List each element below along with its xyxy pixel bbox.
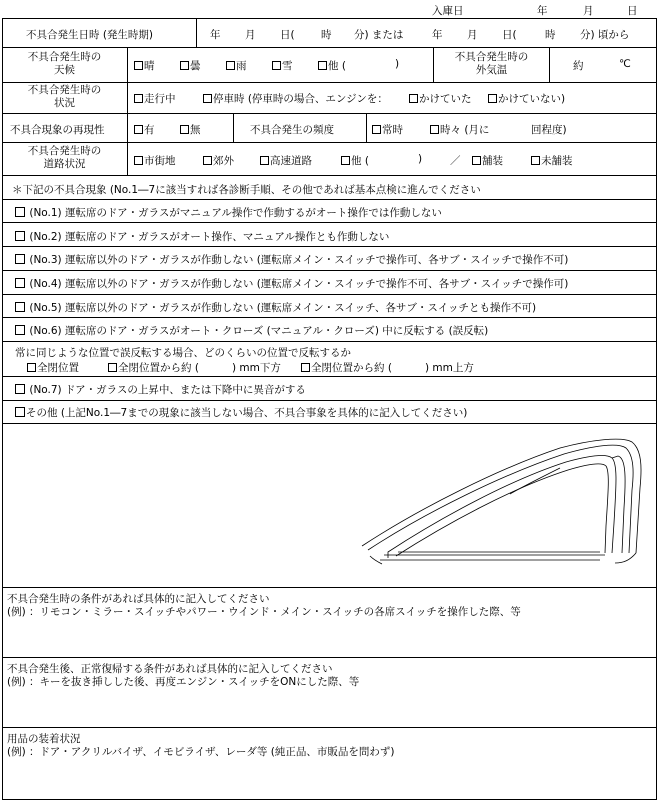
reproduce-label: 不具合現象の再現性 — [10, 124, 105, 136]
note-condition-field[interactable] — [3, 618, 656, 656]
reproduce-yes[interactable]: 有 — [134, 122, 155, 137]
reverse-below[interactable]: 全閉位置から約 ( — [108, 360, 199, 375]
road-urban[interactable]: 市街地 — [134, 153, 176, 168]
received-month-label: 月 — [583, 5, 594, 17]
occ-month: 月 — [245, 29, 256, 41]
road-highway[interactable]: 高速道路 — [260, 153, 312, 168]
road-slash: ／ — [450, 155, 461, 167]
occ-day2: 日( — [502, 29, 517, 41]
symptom-no6[interactable]: (No.6) 運転席のドア・ガラスがオート・クローズ (マニュアル・クローズ) 中に反転する (誤反転) — [15, 323, 488, 338]
engine-on[interactable]: かけていた — [409, 91, 472, 106]
reverse-above-unit: ) mm上方 — [425, 362, 474, 374]
weather-rain[interactable]: 雨 — [226, 58, 247, 73]
situation-running[interactable]: 走行中 — [134, 91, 176, 106]
occ-hour2: 時 — [545, 29, 556, 41]
symptom-no4[interactable]: (No.4) 運転席以外のドア・ガラスが作動しない (運転席メイン・スイッチで操作不可、各サブ・スイッチで操作可) — [15, 276, 568, 291]
temp-unit: ℃ — [619, 58, 631, 70]
symptom-no1[interactable]: (No.1) 運転席のドア・ガラスがマニュアル操作で作動するがオート操作では作動しない — [15, 205, 442, 220]
reverse-below-unit: ) mm下方 — [232, 362, 281, 374]
occ-month2: 月 — [467, 29, 478, 41]
note-condition-title: 不具合発生時の条件があれば具体的に記入してください — [7, 593, 270, 605]
freq-times: 回程度) — [531, 124, 567, 136]
temp-approx: 約 — [573, 60, 584, 72]
engine-off[interactable]: かけていない) — [488, 91, 565, 106]
outside-temp-label: 不具合発生時の 外気温 — [454, 51, 529, 76]
weather-sunny[interactable]: 晴 — [134, 58, 155, 73]
situation-stopped[interactable]: 停車時 (停車時の場合、エンジンを： — [203, 91, 388, 106]
symptom-no5[interactable]: (No.5) 運転席以外のドア・ガラスが作動しない (運転席メイン・スイッチ、各サブ・スイッチとも操作不可) — [15, 300, 536, 315]
note-accessories-title: 用品の装着状況 — [7, 733, 81, 745]
received-year-label: 年 — [537, 5, 548, 17]
occ-year: 年 — [210, 29, 221, 41]
occ-minute-approx: 分) 頃から — [580, 29, 630, 41]
car-door-illustration — [360, 428, 650, 583]
received-day-label: 日 — [627, 5, 638, 17]
symptom-no3[interactable]: (No.3) 運転席以外のドア・ガラスが作動しない (運転席メイン・スイッチで操作可、各サブ・スイッチで操作不可) — [15, 252, 568, 267]
received-date-label: 入庫日 — [432, 5, 464, 17]
freq-sometimes[interactable]: 時々 (月に — [430, 122, 489, 137]
note-recovery-field[interactable] — [3, 688, 656, 726]
note-recovery-example: (例) ：キーを抜き挿しした後、再度エンジン・スイッチをONにした際、等 — [7, 676, 360, 688]
occ-year2: 年 — [432, 29, 443, 41]
weather-other[interactable]: 他 ( — [318, 58, 346, 73]
road-other[interactable]: 他 ( — [341, 153, 369, 168]
note-condition-example: (例) ：リモコン・ミラー・スイッチやパワー・ウインド・メイン・スイッチの各席スイッチを操作した際、等 — [7, 606, 521, 618]
road-label: 不具合発生時の 道路状況 — [27, 145, 102, 170]
note-accessories-example: (例) ：ドア・アクリルバイザ、イモビライザ、レーダ等 (純正品、市販品を問わず) — [7, 746, 395, 758]
symptom-other[interactable]: その他 (上記No.1―7までの現象に該当しない場合、不具合事象を具体的に記入してください) — [15, 405, 467, 420]
frequency-label: 不具合発生の頻度 — [250, 124, 334, 136]
freq-always[interactable]: 常時 — [372, 122, 403, 137]
weather-label: 不具合発生時の 天候 — [27, 51, 102, 76]
road-suburb[interactable]: 郊外 — [203, 153, 234, 168]
reverse-question: 常に同じような位置で誤反転する場合、どのくらいの位置で反転するか — [15, 347, 351, 359]
note-recovery-title: 不具合発生後、正常復帰する条件があれば具体的に記入してください — [7, 663, 333, 675]
weather-snow[interactable]: 雪 — [272, 58, 293, 73]
weather-cloudy[interactable]: 曇 — [180, 58, 201, 73]
weather-other-close: ) — [395, 58, 400, 70]
reverse-full-close[interactable]: 全閉位置 — [27, 360, 79, 375]
reverse-above[interactable]: 全閉位置から約 ( — [301, 360, 392, 375]
occ-minute-or: 分) または — [354, 29, 404, 41]
situation-label: 不具合発生時の 状況 — [27, 84, 102, 109]
occ-day: 日( — [280, 29, 295, 41]
note-accessories-field[interactable] — [3, 758, 656, 798]
instruction-text: ＊下記の不具合現象 (No.1―7に該当すれば各診断手順、その他であれば基本点検に進んでください — [12, 184, 481, 196]
symptom-no7[interactable]: (No.7) ドア・ガラスの上昇中、または下降中に異音がする — [15, 382, 306, 397]
occurrence-label: 不具合発生日時 (発生時期) — [26, 29, 154, 41]
symptom-no2[interactable]: (No.2) 運転席のドア・ガラスがオート操作、マニュアル操作とも作動しない — [15, 229, 389, 244]
road-unpaved[interactable]: 未舗装 — [531, 153, 573, 168]
road-paved[interactable]: 舗装 — [472, 153, 503, 168]
reproduce-no[interactable]: 無 — [180, 122, 201, 137]
occ-hour: 時 — [321, 29, 332, 41]
road-other-close: ) — [418, 153, 423, 165]
